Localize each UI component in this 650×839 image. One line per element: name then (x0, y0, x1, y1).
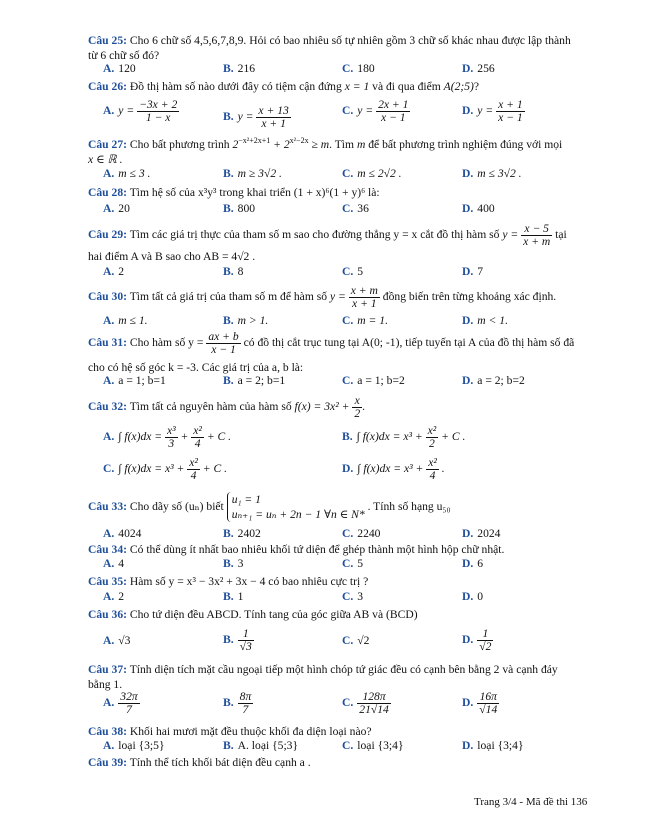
recurrence-system: u₁ = 1 uₙ₊₁ = uₙ + 2n − 1 ∀n ∈ N* (227, 492, 365, 522)
answers-31 (103, 374, 603, 390)
option-b[interactable]: B. 216 (223, 62, 256, 75)
option-a[interactable]: A. ∫ f(x)dx = $\frac{\text{x³}}{3}$ + $\frac{\text{x²}}{4}$ + C . (103, 424, 232, 450)
question-36: Câu 36: Cho tứ diện đều ABCD. Tính tang của góc giữa AB và (BCD) (88, 608, 418, 621)
option-c[interactable]: C. 3 (342, 590, 364, 603)
question-25: Câu 25: Cho 6 chữ số 4,5,6,7,8,9. Hỏi có bao nhiêu số tự nhiên gồm 3 chữ số khác nhau được lập thành từ 6 chữ số đó? (88, 34, 571, 62)
option-b[interactable]: B. m > 1. (223, 314, 269, 327)
answers-29 (103, 265, 603, 281)
option-a[interactable]: A. 2 (103, 590, 125, 603)
question-30: Câu 30: Tìm tất cả giá trị của tham số m để hàm số y = $\frac{x + m}{x + 1}$ đồng biến trên từng khoảng xác định. (88, 283, 557, 310)
option-c[interactable]: C. a = 1; b=2 (342, 374, 405, 387)
option-c[interactable]: C. 5 (342, 557, 364, 570)
option-d[interactable]: D. ∫ f(x)dx = x³ + $\frac{\text{x²}}{4}$ . (342, 456, 445, 482)
answers-26 (103, 99, 603, 129)
option-d[interactable]: D. 7 (462, 265, 484, 278)
option-c[interactable]: C. m ≤ 2√2 . (342, 167, 402, 180)
answers-35 (103, 590, 603, 606)
answers-25 (103, 62, 603, 78)
option-d[interactable]: D. $\frac{16\pi}{√14}$ (462, 690, 498, 716)
option-a[interactable]: A. √3 (103, 634, 131, 647)
option-c[interactable]: C. 2240 (342, 527, 381, 540)
option-b[interactable]: B. y = $\frac{x + 13}{x + 1}$ (223, 104, 289, 130)
question-32: Câu 32: Tìm tất cả nguyên hàm của hàm số f(x) = 3x² + $\frac{x}{2}$ . (88, 393, 366, 420)
option-d[interactable]: D. $\frac{1}{√2}$ (462, 627, 492, 653)
option-d[interactable]: D. y = $\frac{x + 1}{x - 1}$ (462, 98, 523, 124)
option-a[interactable]: A. 2 (103, 265, 125, 278)
option-b[interactable]: B. 8 (223, 265, 244, 278)
question-31-line2: cho có hệ số góc k = -3. Các giá trị của a, b là: (88, 361, 304, 374)
question-28: Câu 28: Tìm hệ số của x³y³ trong khai triển (1 + x)⁶(1 + y)⁶ là: (88, 186, 380, 199)
question-29: Câu 29: Tìm các giá trị thực của tham số m sao cho đường thẳng y = x cắt đồ thị hàm số y = $\frac{x - 5}{x + m}$ tại (88, 221, 567, 248)
option-b[interactable]: B. A. loại {5;3} (223, 739, 299, 752)
question-27: Câu 27: Cho bất phương trình $2^{-x^2+2x+1} + 2^{x^2-2x} \ge m$. Tìm m để bất phương trình nghiệm đúng với mọi x ∈ ℝ . (88, 136, 563, 166)
answers-38 (103, 739, 603, 755)
option-d[interactable]: D. m ≤ 3√2 . (462, 167, 522, 180)
option-d[interactable]: D. m < 1. (462, 314, 508, 327)
option-a[interactable]: A. a = 1; b=1 (103, 374, 166, 387)
option-b[interactable]: B. a = 2; b=1 (223, 374, 286, 387)
option-c[interactable]: C. 5 (342, 265, 364, 278)
option-a[interactable]: A. loại {3;5} (103, 739, 165, 752)
answers-27 (103, 167, 603, 183)
option-b[interactable]: B. 800 (223, 202, 256, 215)
option-b[interactable]: B. m ≥ 3√2 . (223, 167, 282, 180)
answers-34 (103, 557, 603, 573)
option-c[interactable]: C. ∫ f(x)dx = x³ + $\frac{\text{x²}}{4}$ + C . (103, 456, 228, 482)
question-37: Câu 37: Tính diện tích mặt cầu ngoại tiếp một hình chóp tứ giác đều có cạnh bên bằng 2 và cạnh đáy bằng 1. (88, 663, 558, 691)
option-c[interactable]: C. m = 1. (342, 314, 388, 327)
option-a[interactable]: A. m ≤ 3 . (103, 167, 151, 180)
option-b[interactable]: B. $\frac{8\pi}{7}$ (223, 690, 252, 716)
option-d[interactable]: D. 6 (462, 557, 484, 570)
answers-36 (103, 628, 603, 658)
answers-30 (103, 314, 603, 330)
answers-32-row1 (103, 425, 603, 453)
option-b[interactable]: B. $\frac{1}{√3}$ (223, 627, 252, 653)
option-c[interactable]: C. $\frac{128\pi}{21√14}$ (342, 690, 389, 716)
question-31: Câu 31: Cho hàm số y = $\frac{ax + b}{x - 1}$ có đồ thị cắt trục tung tại A(0; -1), tiếp tuyến tại A của đồ thị hàm số đã (88, 329, 575, 356)
question-33: Câu 33: Cho dãy số (uₙ) biết u₁ = 1 uₙ₊₁ = uₙ + 2n − 1 ∀n ∈ N* . Tính số hạng u₅₀ (88, 493, 451, 522)
option-d[interactable]: D. 400 (462, 202, 495, 215)
option-c[interactable]: C. loại {3;4} (342, 739, 404, 752)
option-d[interactable]: D. loại {3;4} (462, 739, 524, 752)
option-d[interactable]: D. a = 2; b=2 (462, 374, 525, 387)
option-a[interactable]: A. y = $\frac{-3x + 2}{1 - x}$ (103, 98, 178, 124)
question-35: Câu 35: Hàm số y = x³ − 3x² + 3x − 4 có bao nhiêu cực trị ? (88, 575, 369, 588)
option-c[interactable]: C. y = $\frac{2x + 1}{x - 1}$ (342, 98, 409, 124)
option-c[interactable]: C. 180 (342, 62, 375, 75)
option-a[interactable]: A. 120 (103, 62, 136, 75)
option-d[interactable]: D. 0 (462, 590, 484, 603)
question-29-line2: hai điểm A và B sao cho AB = 4√2 . (88, 250, 256, 263)
answers-32-row2 (103, 457, 603, 485)
option-b[interactable]: B. 2402 (223, 527, 261, 540)
option-b[interactable]: B. ∫ f(x)dx = x³ + $\frac{\text{x²}}{2}$ + C . (342, 424, 466, 450)
question-26: Câu 26: Đồ thị hàm số nào dưới đây có tiệm cận đứng x = 1 và đi qua điểm A(2;5)? (88, 80, 480, 93)
option-a[interactable]: A. 20 (103, 202, 130, 215)
option-a[interactable]: A. m ≤ 1. (103, 314, 148, 327)
answers-37 (103, 691, 603, 721)
option-c[interactable]: C. 36 (342, 202, 369, 215)
answers-28 (103, 202, 603, 218)
page-footer: Trang 3/4 - Mã đề thi 136 (474, 796, 588, 808)
option-d[interactable]: D. 2024 (462, 527, 501, 540)
option-d[interactable]: D. 256 (462, 62, 495, 75)
question-39: Câu 39: Tính thể tích khối bát diện đều cạnh a . (88, 756, 311, 769)
question-38: Câu 38: Khối hai mươi mặt đều thuộc khối đa diện loại nào? (88, 725, 372, 738)
option-a[interactable]: A. $\frac{32\pi}{7}$ (103, 690, 138, 716)
question-34: Câu 34: Có thể dùng ít nhất bao nhiêu khối tứ diện để ghép thành một hình hộp chữ nhật. (88, 543, 505, 556)
option-a[interactable]: A. 4024 (103, 527, 142, 540)
option-b[interactable]: B. 3 (223, 557, 244, 570)
option-b[interactable]: B. 1 (223, 590, 244, 603)
answers-33 (103, 527, 603, 543)
option-c[interactable]: C. √2 (342, 634, 370, 647)
option-a[interactable]: A. 4 (103, 557, 125, 570)
